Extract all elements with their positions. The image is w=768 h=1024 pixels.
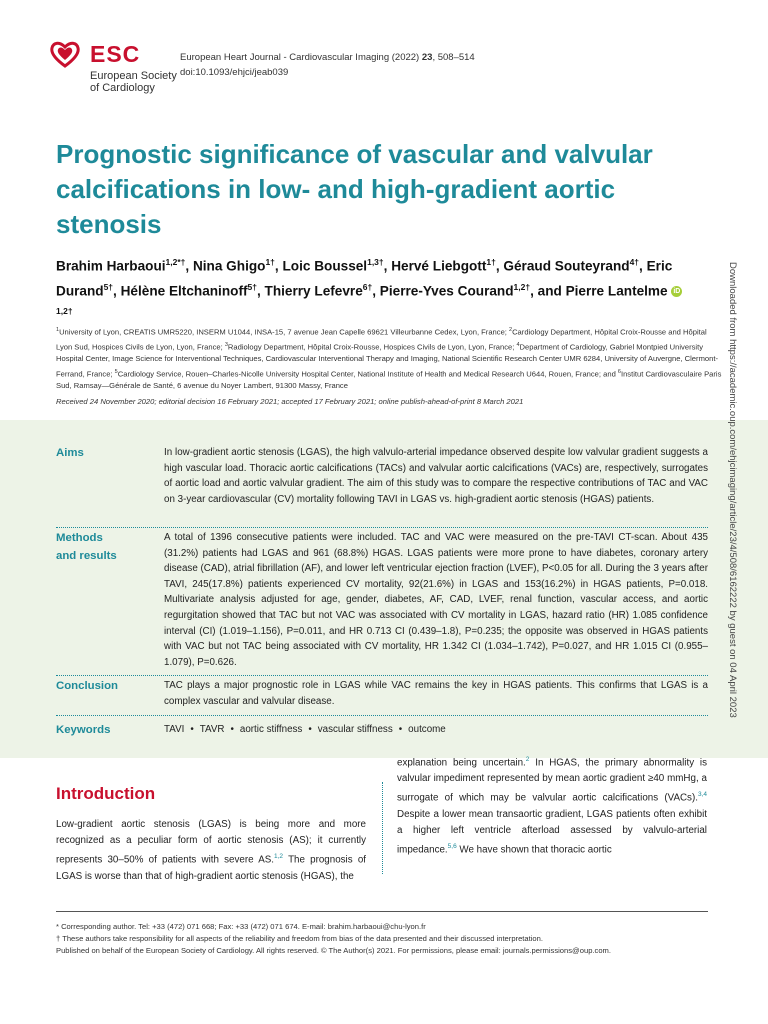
reference-link[interactable]: 3,4 xyxy=(697,791,707,799)
author-affiliation-marker: 1† xyxy=(265,257,275,267)
author-name: Pierre Lantelme xyxy=(565,283,668,299)
author-separator: , xyxy=(383,258,392,274)
conclusion-label: Conclusion xyxy=(56,680,119,692)
author-name: Thierry Lefevre xyxy=(264,283,363,299)
author-affiliation-marker: 5† xyxy=(103,281,114,292)
keyword-separator: • xyxy=(308,724,312,735)
paragraph-text: Low-gradient aortic stenosis (LGAS) is being more and more recognized as a peculiar form of aortic stenosis (AS); it currently represents 30–50% of patients with severe AS. xyxy=(56,819,366,866)
keyword: TAVR xyxy=(199,724,225,735)
keyword: outcome xyxy=(408,724,446,735)
author-name: Géraud Souteyrand xyxy=(503,258,630,274)
paragraph-text: The prognosis of LGAS is worse than that of high-gradient aortic stenosis (HGAS), the xyxy=(56,854,366,882)
affiliation-text: Institut Cardiovasculaire Paris Sud, Ramsay—Générale de Santé, 6 avenue du Noyer Lambert, 91300 Massy, France xyxy=(56,369,722,391)
author-name: Eric Durand xyxy=(56,258,673,299)
author-separator: , xyxy=(274,258,283,274)
keywords-list xyxy=(164,722,708,738)
esc-logo-text: ESC xyxy=(90,41,141,67)
download-side-text: Downloaded from https://academic.oup.com/ehjcimaging/article/23/4/508/6162222 by guest on 04 April 2023 xyxy=(727,262,738,718)
affiliation-text: Department of Cardiology, Gabriel Montpied University Hospital Center, Image Science for Interventional Techniques, Cardiovascular Interventional Therapy and Imaging, National Scientific Research Center UMR 6284, University of Auvergne, Clermont-Ferrand, France; xyxy=(56,342,718,379)
dagger-note: † These authors take responsibility for all aspects of the reliability and freedom from bias of the data presented and their discussed interpretation. xyxy=(56,934,543,943)
paragraph-text: We have shown that thoracic aortic xyxy=(456,844,612,856)
author-separator: , xyxy=(639,258,647,274)
affiliation-text: Cardiology Department, Hôpital Croix-Rousse and Hôpital Lyon Sud, Hospices Civils de Lyon, Lyon, France; xyxy=(56,327,707,352)
logo-line-1: European Society xyxy=(90,70,177,82)
journal-name: European Heart Journal - Cardiovascular Imaging (2022) xyxy=(180,52,422,63)
author-name: Brahim Harbaoui xyxy=(56,258,166,274)
methods-text: A total of 1396 consecutive patients were included. TAC and VAC were measured on the pre-TAVI CT-scan. About 435 (31.2%) patients had LGAS and 961 (68.8%) HGAS. LGAS patients were more prone to have diabetes, coronary artery disease (CAD), atrial fibrillation (AF), and lower left ventricular ejection fraction (LVEF), P<0.05 for all. During the 3 years after TAVI, 245(17.8%) patients experienced CV mortality, 92(21.6%) in LGAS and 153(16.2%) in HGAS patients, P=0.018. Multivariate analysis adjusted for age, gender, diabetes, AF, CAD, LVEF, renal function, vascular access, and aortic regurgitation showed that TAC but not VAC was associated with CV mortality in LGAS, hazard ratio (HR) 1.085 confidence interval (CI) (1.019–1.156), P=0.011, and HR 0.713 CI (0.439–1.8), P=0.235; the opposite was observed in HGAS patients with VAC but not TAC being associated with CV mortality, HR 1.342 CI (1.034–1.742), P=0.027, and HR 1.015 CI (0.955–1.079), P=0.626. xyxy=(164,532,708,668)
author-name: Loic Boussel xyxy=(282,258,368,274)
column-divider xyxy=(382,782,383,874)
affiliation-text: University of Lyon, CREATIS UMR5220, INSERM U1044, INSA-15, 7 avenue Jean Capelle 69621 Villeurbanne Cedex, Lyon, France; xyxy=(59,327,510,337)
keyword-separator: • xyxy=(190,724,194,735)
affiliation-number: 4 xyxy=(516,341,520,348)
affiliation-number: 3 xyxy=(224,341,228,348)
author-name: Hélène Eltchaninoff xyxy=(120,283,248,299)
author-name: Hervé Liebgott xyxy=(391,258,487,274)
logo-line-2: of Cardiology xyxy=(90,82,155,94)
author-affiliation-marker: 4† xyxy=(629,257,640,267)
abstract-divider xyxy=(56,675,708,676)
author-list xyxy=(56,252,696,326)
affiliation-text: Radiology Department, Hôpital Croix-Rousse, Hospices Civils de Lyon, Lyon, France; xyxy=(227,342,517,352)
affiliation-number: 1 xyxy=(56,327,60,333)
affiliations xyxy=(56,324,724,393)
structured-abstract xyxy=(0,420,768,758)
keyword-separator: • xyxy=(230,724,234,735)
article-title: Prognostic significance of vascular and valvular calcifications in low- and high-gradient aortic stenosis xyxy=(56,139,653,239)
affiliation-text: Cardiology Service, Rouen–Charles-Nicolle University Hospital Center, National Institute of Health and Medical Research U644, Rouen, France; and xyxy=(117,369,618,379)
keywords-label: Keywords xyxy=(56,724,111,736)
esc-heart-logo-icon xyxy=(50,40,80,68)
reference-link[interactable]: 2 xyxy=(525,756,530,763)
methods-label-line-2: and results xyxy=(56,550,117,562)
paragraph-text: Despite a lower mean transaortic gradient, LGAS patients often exhibit a higher left ventricle afterload assessed by valvulo-arterial impedance. xyxy=(397,808,707,856)
download-side-note xyxy=(727,262,741,788)
body-column-right xyxy=(397,752,707,858)
conclusion-text: TAC plays a major prognostic role in LGAS while VAC remains the key in HGAS patients. This confirms that LGAS is a complex vascular and valvular disease. xyxy=(164,680,708,707)
footnote-rule xyxy=(56,911,708,912)
author-affiliation-marker: 1,3† xyxy=(367,257,384,267)
received-dates: Received 24 November 2020; editorial decision 16 February 2021; accepted 17 February 2021; online publish-ahead-of-print 8 March 2021 xyxy=(56,397,524,406)
reference-link[interactable]: 5,6 xyxy=(447,843,457,850)
author-separator: , xyxy=(185,258,193,274)
orcid-icon[interactable]: iD xyxy=(673,287,681,295)
keyword: vascular stiffness xyxy=(317,724,393,735)
author-affiliation-marker: 1,2† xyxy=(513,281,531,292)
journal-volume: 23 xyxy=(421,52,433,63)
author-separator: , xyxy=(113,283,121,299)
doi-link[interactable]: doi:10.1093/ehjci/jeab039 xyxy=(180,67,289,78)
abstract-divider xyxy=(56,527,708,528)
keyword: TAVI xyxy=(164,724,185,735)
publisher-note: Published on behalf of the European Society of Cardiology. All rights reserved. © The Author(s) 2021. For permissions, please email: journals.permissions@oup.com. xyxy=(56,946,611,955)
author-affiliation-marker: 6† xyxy=(362,281,373,292)
methods-label xyxy=(56,529,156,565)
abstract-divider xyxy=(56,715,708,716)
author-separator: , xyxy=(495,258,504,274)
author-affiliation-marker: 1† xyxy=(486,257,496,267)
journal-citation xyxy=(180,52,475,63)
author-affiliation-marker: 1,2† xyxy=(56,306,73,317)
paragraph-text: explanation being uncertain. xyxy=(397,757,526,769)
author-affiliation-marker: 5† xyxy=(247,281,257,292)
aims-text: In low-gradient aortic stenosis (LGAS), the high valvulo-arterial impedance observed despite low valvular gradient suggests a high vascular load. Thoracic aortic calcifications (TACs) and valvular aortic calcifications (VACs) are, respectively, surrogates of aortic load and aortic valvular gradient. The aim of this study was to compare the respective contributions of TAC and VAC on 3-year cardiovascular (CV) mortality following TAVI in LGAS vs. high-gradient aortic stenosis (HGAS) patients. xyxy=(164,447,708,505)
author-affiliation-marker: 1,2*† xyxy=(165,257,186,267)
affiliation-number: 2 xyxy=(509,327,513,333)
author-separator: , and xyxy=(530,283,566,299)
introduction-heading: Introduction xyxy=(56,784,156,803)
author-name: Pierre-Yves Courand xyxy=(379,283,514,299)
author-separator: , xyxy=(372,283,380,299)
corresponding-author-note: * Corresponding author. Tel: +33 (472) 071 668; Fax: +33 (472) 071 674. E-mail: brahim.harbaoui@chu-lyon.fr xyxy=(56,922,426,931)
methods-label-line-1: Methods xyxy=(56,532,103,544)
aims-label: Aims xyxy=(56,447,84,459)
author-name: Nina Ghigo xyxy=(192,258,266,274)
journal-pages: , 508–514 xyxy=(432,52,475,63)
paragraph-text: In HGAS, the primary abnormality is valvular impediment represented by mean aortic gradient ≥40 mmHg, a surrogate of which may be valvular aortic calcifications (VACs). xyxy=(397,757,707,804)
affiliation-number: 5 xyxy=(114,368,118,375)
keyword-separator: • xyxy=(398,724,403,735)
author-separator: , xyxy=(256,283,265,299)
body-column-left xyxy=(56,817,366,885)
reference-link[interactable]: 1,2 xyxy=(274,853,284,861)
affiliation-number: 6 xyxy=(617,368,621,375)
keyword: aortic stiffness xyxy=(239,724,303,735)
